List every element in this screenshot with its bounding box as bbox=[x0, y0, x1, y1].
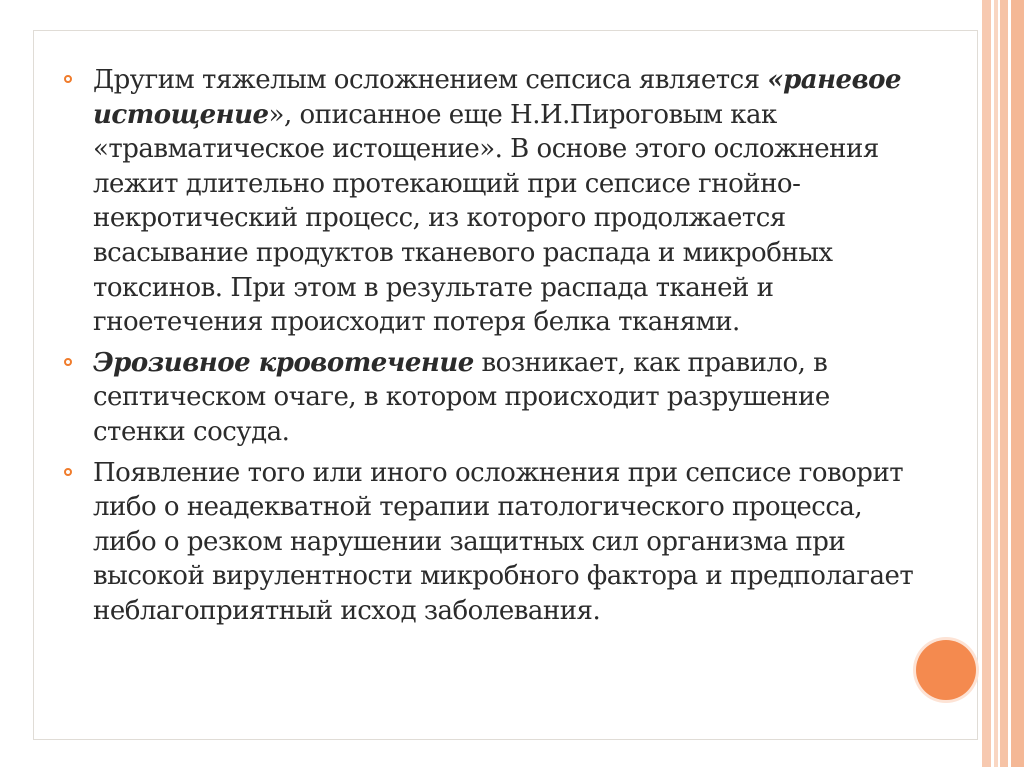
decorative-stripe bbox=[994, 0, 998, 767]
decorative-stripe bbox=[982, 0, 991, 767]
bullet-item-erosive-bleeding bbox=[60, 346, 920, 450]
orange-circle-decoration bbox=[916, 640, 976, 700]
bullet-text: Другим тяжелым осложнением сепсиса является bbox=[93, 65, 768, 95]
slide-content bbox=[60, 63, 920, 635]
ring-bullet-icon bbox=[64, 358, 72, 366]
decorative-stripe bbox=[1011, 0, 1024, 767]
bullet-text: возникает, как правило, в септическом очаге, в котором происходит разрушение стенки сосуда. bbox=[93, 347, 830, 447]
bullet-item-complication-outcome bbox=[60, 456, 920, 629]
bullet-item-wound-exhaustion bbox=[60, 63, 920, 340]
decorative-stripe bbox=[1000, 0, 1008, 767]
bullet-text: Появление того или иного осложнения при сепсисе говорит либо о неадекватной терапии патологического процесса, либо о резком нарушении защитных сил организма при высокой вирулентности микробного фактора и предполагает неблагоприятный исход заболевания. bbox=[93, 457, 914, 626]
ring-bullet-icon bbox=[64, 75, 72, 83]
bullet-emphasis: Эрозивное кровотечение bbox=[93, 347, 474, 378]
bullet-emphasis: «раневое истощение bbox=[93, 65, 902, 130]
ring-bullet-icon bbox=[64, 468, 72, 476]
bullet-text: », описанное еще Н.И.Пироговым как «травматическое истощение». В основе этого осложнения лежит длительно протекающий при сепсисе гнойно-некротический процесс, из которого продолжается всасывание продуктов тканевого распада и микробных токсинов. При этом в результате распада тканей и гноетечения происходит потеря белка тканями. bbox=[93, 99, 879, 338]
